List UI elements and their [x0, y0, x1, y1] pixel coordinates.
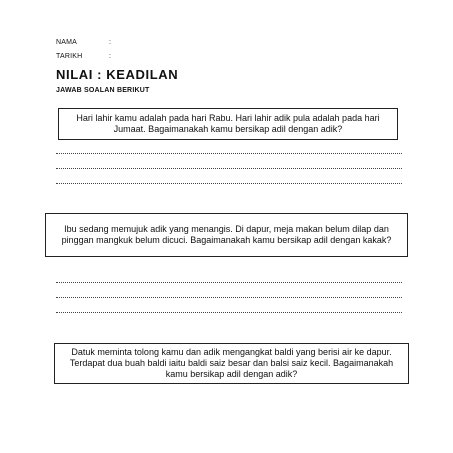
- date-colon: :: [109, 53, 111, 60]
- answer-line-2b[interactable]: [56, 297, 402, 298]
- answer-line-1b[interactable]: [56, 168, 402, 169]
- answer-line-1a[interactable]: [56, 153, 402, 154]
- question-text-2: Ibu sedang memujuk adik yang menangis. Di dapur, meja makan belum dilap dan pinggan mangkuk belum dicuci. Bagaimanakah kamu bersikap adil dengan kakak?: [61, 224, 392, 245]
- name-label: NAMA: [56, 39, 78, 46]
- answer-line-2a[interactable]: [56, 282, 402, 283]
- question-box-1: [58, 108, 398, 140]
- name-colon: :: [109, 39, 111, 46]
- question-box-3: [54, 343, 409, 384]
- answer-line-1c[interactable]: [56, 183, 402, 184]
- question-text-3: Datuk meminta tolong kamu dan adik mengangkat baldi yang berisi air ke dapur. Terdapat dua buah baldi iaitu baldi saiz besar dan balsi saiz kecil. Bagaimanakah kamu bersikap adil dengan adik?: [69, 347, 394, 379]
- question-text-1: Hari lahir kamu adalah pada hari Rabu. Hari lahir adik pula adalah pada hari Jumaat. Bagaimanakah kamu bersikap adil dengan adik?: [76, 113, 380, 134]
- date-label: TARIKH: [56, 53, 83, 60]
- page-title: NILAI : KEADILAN: [56, 67, 179, 82]
- instruction-text: JAWAB SOALAN BERIKUT: [56, 87, 150, 94]
- answer-line-2c[interactable]: [56, 312, 402, 313]
- question-box-2: [45, 213, 408, 257]
